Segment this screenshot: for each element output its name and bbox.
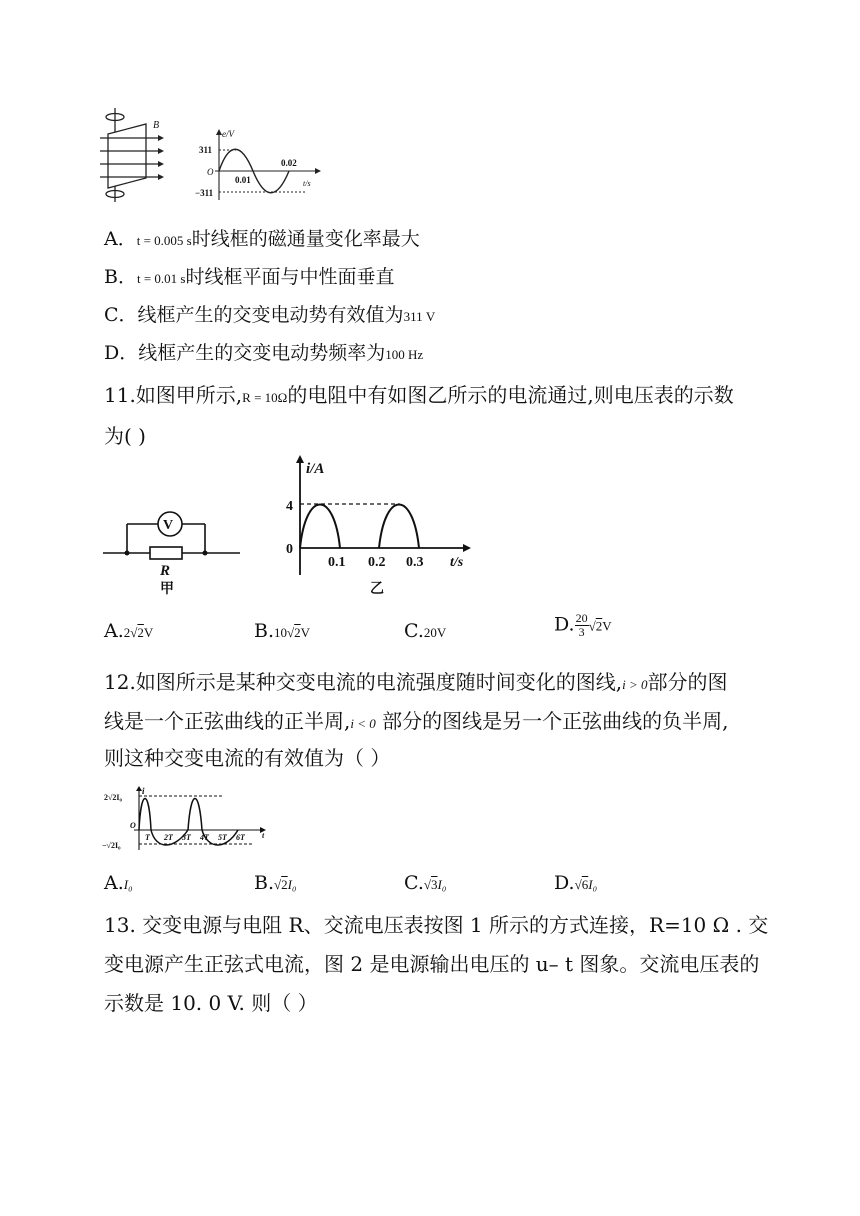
current-graph-yi	[282, 453, 482, 598]
q12-stem-line2	[104, 705, 728, 734]
tick-2T: 2T	[164, 833, 173, 842]
q11-option-a: A.2√2V	[104, 620, 154, 642]
origin-label: O	[130, 821, 136, 830]
fraction-numerator: 20	[575, 611, 588, 625]
i-axis-label: i	[142, 786, 145, 796]
option-text: 时线框平面与中性面垂直	[185, 266, 395, 288]
emf-graph	[195, 128, 335, 203]
option-text: 20V	[423, 625, 447, 640]
stem-text: 11.如图甲所示,	[104, 383, 243, 407]
stem-text: 线是一个正弦曲线的正半周,	[104, 709, 351, 733]
option-text: I₀	[287, 877, 297, 892]
option-coef: 10	[274, 625, 288, 640]
q13-stem-line2: 变电源产生正弦式电流，图 2 是电源输出电压的 u– t 图象。交流电压表的	[104, 952, 760, 976]
option-letter: C.	[404, 620, 424, 642]
option-math: 311 V	[403, 309, 436, 324]
option-letter: A．	[104, 228, 137, 250]
option-letter: D．	[104, 342, 139, 364]
option-radicand: 2	[281, 877, 288, 892]
y-neg-label: −√2I₀	[102, 841, 121, 850]
q12-option-a	[104, 872, 133, 894]
tick-3T: 3T	[182, 833, 191, 842]
option-radicand: 6	[581, 877, 589, 892]
stem-text: 12.如图所示是某种交变电流的电流强度随时间变化的图线,	[104, 670, 623, 694]
tick-0-3: 0.3	[406, 555, 424, 570]
option-letter: A.	[104, 872, 124, 894]
y-pos-label: 2√2I₀	[104, 793, 122, 802]
option-letter: B.	[254, 872, 275, 894]
option-letter: B.	[254, 620, 275, 642]
q12-option-b: B.√2I₀	[254, 872, 297, 894]
q13-stem-line1: 13. 交变电源与电阻 R、交流电压表按图 1 所示的方式连接，R=10 Ω . 交	[104, 913, 769, 937]
option-fraction	[575, 612, 589, 639]
origin-label: 0	[286, 542, 293, 557]
option-text: 线框产生的交变电动势有效值为	[137, 304, 404, 326]
y-neg-label: −311	[195, 188, 214, 198]
tick-6T: 6T	[236, 833, 245, 842]
circuit-figure-jia	[100, 500, 245, 600]
tick-5T: 5T	[218, 833, 227, 842]
stem-text: 部分的图线是另一个正弦曲线的负半周,	[375, 709, 729, 733]
t2-label: 0.02	[281, 158, 297, 168]
option-radicand: 2	[595, 618, 603, 634]
stem-math: R = 10Ω	[242, 390, 288, 405]
e-axis-label: e/V	[222, 129, 234, 139]
option-text: I₀	[437, 877, 447, 892]
t-axis-label: t	[262, 831, 265, 840]
stem-math: i < 0	[350, 716, 376, 731]
option-letter: D.	[554, 613, 575, 636]
option-math: t = 0.005 s	[136, 233, 192, 248]
option-unit: V	[143, 625, 154, 640]
t-axis-label: t/s	[303, 179, 311, 188]
y-pos-label: 311	[199, 145, 213, 155]
fraction-denominator: 3	[578, 625, 585, 639]
option-math: 100 Hz	[385, 347, 424, 362]
option-text: 时线框的磁通量变化率最大	[191, 228, 420, 250]
t1-label: 0.01	[235, 175, 251, 185]
caption-jia: 甲	[160, 582, 174, 597]
peak-label: 4	[286, 499, 293, 514]
q10-option-a	[104, 224, 420, 251]
option-letter: D.	[554, 872, 575, 894]
coil-figure	[98, 106, 168, 206]
option-radicand: 3	[431, 877, 438, 892]
option-text: I₀	[123, 877, 133, 892]
i-axis-label: i/A	[306, 461, 325, 477]
origin-label: O	[207, 167, 214, 177]
q11-option-d: D. $\frac{20}{3}$ √2V	[554, 611, 612, 639]
q12-stem-line1	[104, 666, 728, 695]
q10-option-d	[104, 338, 423, 365]
q11-stem-line1	[104, 379, 734, 408]
q12-option-c: C.√3I₀	[404, 872, 447, 894]
stem-text: 部分的图	[647, 670, 728, 694]
tick-0-2: 0.2	[368, 555, 386, 570]
q11-option-b: B.10√2V	[254, 620, 311, 642]
option-unit: V	[300, 625, 311, 640]
stem-math: i > 0	[622, 677, 648, 692]
tick-4T: 4T	[200, 833, 209, 842]
option-coef: 2	[123, 625, 131, 640]
b-label: B	[153, 120, 160, 131]
stem-text: 的电阻中有如图乙所示的电流通过,则电压表的示数	[287, 383, 734, 407]
option-letter: C．	[104, 304, 138, 326]
caption-yi: 乙	[370, 582, 384, 597]
voltmeter-label: V	[163, 518, 174, 533]
option-text: I₀	[588, 877, 598, 892]
option-math: t = 0.01 s	[136, 271, 186, 286]
q11-stem-line2: 为( )	[104, 424, 146, 448]
option-letter: A.	[104, 620, 124, 642]
option-letter: C.	[404, 872, 424, 894]
option-radicand: 2	[294, 625, 301, 640]
resistor-label: R	[160, 563, 171, 579]
option-text: 线框产生的交变电动势频率为	[138, 342, 386, 364]
q10-option-b	[104, 262, 395, 289]
q12-stem-line3: 则这种交变电流的有效值为（ ）	[104, 746, 391, 770]
q11-option-c	[404, 620, 446, 642]
option-letter: B．	[104, 266, 137, 288]
t-axis-label: t/s	[450, 555, 464, 570]
tick-T: T	[145, 833, 150, 842]
q10-option-c	[104, 300, 435, 327]
q12-option-d: D.√6I₀	[554, 872, 598, 894]
current-graph-q12	[102, 786, 272, 852]
q13-stem-line3: 示数是 10. 0 V. 则（ ）	[104, 991, 318, 1015]
tick-0-1: 0.1	[328, 555, 346, 570]
option-radicand: 2	[137, 625, 144, 640]
option-unit: V	[602, 618, 612, 634]
